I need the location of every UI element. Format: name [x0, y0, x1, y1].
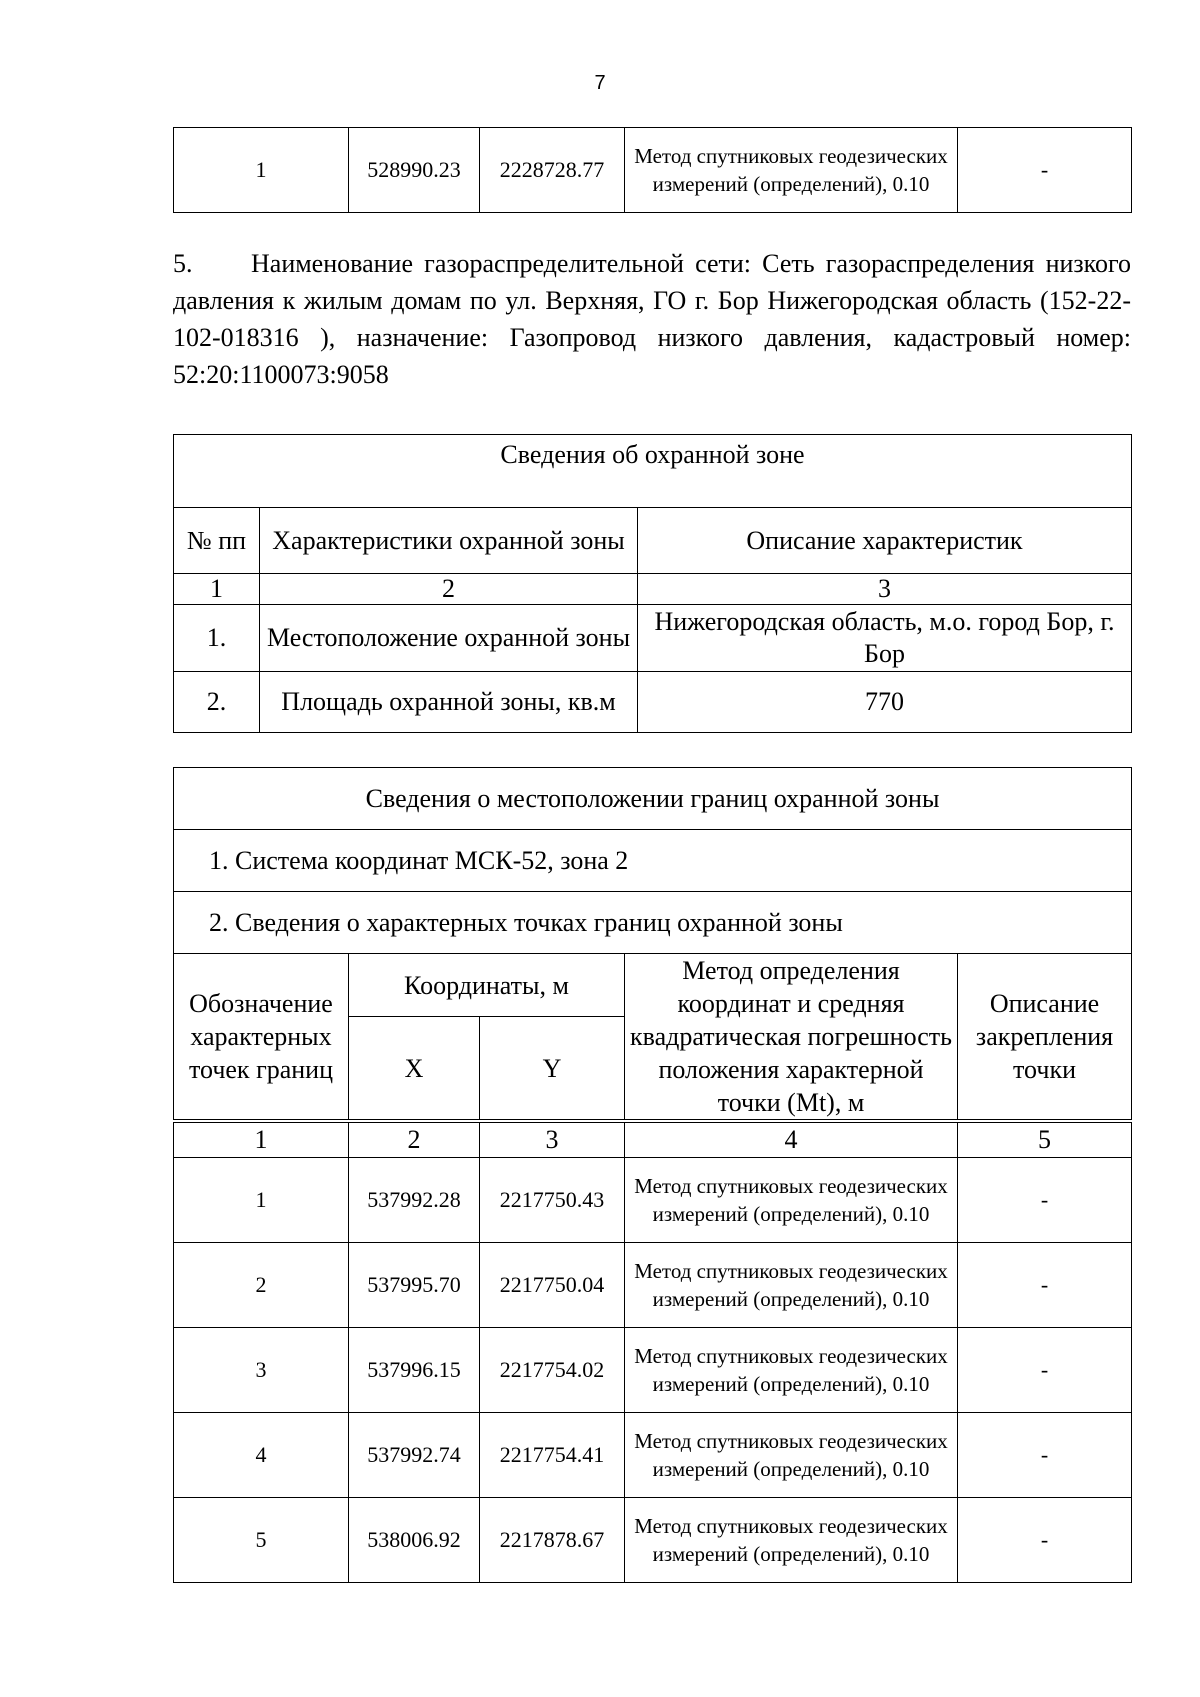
fixing-description: -: [958, 1413, 1132, 1498]
protection-zone-table: [173, 434, 1132, 733]
header-method: Метод определения координат и средняя квадратическая погрешность положения характерной точки (Mt), м: [625, 954, 958, 1120]
table-row: [174, 1328, 1132, 1413]
method-cell: Метод спутниковых геодезических измерений (определений), 0.10: [625, 1498, 958, 1583]
method-cell: Метод спутниковых геодезических измерений (определений), 0.10: [625, 1413, 958, 1498]
points-table-continuation: [173, 127, 1132, 213]
section-number: 5.: [173, 249, 193, 278]
points-title-row: [174, 892, 1132, 954]
fixing-description: -: [958, 128, 1132, 213]
bounds-table-title: Сведения о местоположении границ охранной зоны: [174, 768, 1132, 830]
table-row: [174, 1413, 1132, 1498]
table-row: [174, 605, 1132, 672]
coord-x: 528990.23: [349, 128, 480, 213]
column-number: 4: [625, 1123, 958, 1158]
column-number: 3: [480, 1123, 625, 1158]
table-header-row: [174, 954, 1132, 1017]
fixing-description: -: [958, 1498, 1132, 1583]
column-number: 1: [174, 1123, 349, 1158]
column-numbers-row: [174, 574, 1132, 605]
table-row: [174, 1243, 1132, 1328]
column-number: 3: [638, 574, 1132, 605]
coord-x: 537995.70: [349, 1243, 480, 1328]
table-row: [174, 1498, 1132, 1583]
coord-y: 2217754.02: [480, 1328, 625, 1413]
row-number: 1.: [174, 605, 260, 672]
coord-y: 2228728.77: [480, 128, 625, 213]
fixing-description: -: [958, 1158, 1132, 1243]
coord-x: 537992.28: [349, 1158, 480, 1243]
section-text: Наименование газораспределительной сети: Сеть газораспределения низкого давления к жилым домам по ул. Верхняя, ГО г. Бор Нижегородская область (152-22-102-018316 ), назначение: Газопровод низкого давления, кадастровый номер: 52:20:1100073:9058: [173, 249, 1131, 389]
table-header-row: [174, 508, 1132, 574]
row-characteristic: Площадь охранной зоны, кв.м: [260, 672, 638, 733]
table-row: [174, 1158, 1132, 1243]
coord-y: 2217750.04: [480, 1243, 625, 1328]
method-cell: Метод спутниковых геодезических измерений (определений), 0.10: [625, 1243, 958, 1328]
section-paragraph: [173, 245, 1131, 393]
point-id: 3: [174, 1328, 349, 1413]
table-title-row: [174, 435, 1132, 508]
column-number: 2: [260, 574, 638, 605]
coord-y: 2217754.41: [480, 1413, 625, 1498]
point-id: 1: [174, 128, 349, 213]
header-designation: Обозначение характерных точек границ: [174, 954, 349, 1120]
column-number: 5: [958, 1123, 1132, 1158]
row-number: 2.: [174, 672, 260, 733]
header-x: X: [349, 1017, 480, 1120]
zone-boundaries-table: [173, 767, 1132, 1583]
zone-table-title: Сведения об охранной зоне: [174, 435, 1132, 508]
header-characteristic: Характеристики охранной зоны: [260, 508, 638, 574]
coord-x: 537996.15: [349, 1328, 480, 1413]
page-number: 7: [594, 72, 606, 94]
row-characteristic: Местоположение охранной зоны: [260, 605, 638, 672]
table-row: [174, 672, 1132, 733]
fixing-description: -: [958, 1328, 1132, 1413]
coord-x: 538006.92: [349, 1498, 480, 1583]
header-number: № пп: [174, 508, 260, 574]
fixing-description: -: [958, 1243, 1132, 1328]
header-coordinates: Координаты, м: [349, 954, 625, 1017]
method-cell: Метод спутниковых геодезических измерений (определений), 0.10: [625, 1158, 958, 1243]
header-y: Y: [480, 1017, 625, 1120]
header-description: Описание характеристик: [638, 508, 1132, 574]
column-number: 2: [349, 1123, 480, 1158]
method-cell: Метод спутниковых геодезических измерений (определений), 0.10: [625, 1328, 958, 1413]
coord-x: 537992.74: [349, 1413, 480, 1498]
column-number: 1: [174, 574, 260, 605]
point-id: 2: [174, 1243, 349, 1328]
coord-y: 2217878.67: [480, 1498, 625, 1583]
row-description: 770: [638, 672, 1132, 733]
points-title: 2. Сведения о характерных точках границ охранной зоны: [174, 892, 1132, 954]
point-id: 1: [174, 1158, 349, 1243]
point-id: 5: [174, 1498, 349, 1583]
method-cell: Метод спутниковых геодезических измерений (определений), 0.10: [625, 128, 958, 213]
point-id: 4: [174, 1413, 349, 1498]
coord-system-row: [174, 830, 1132, 892]
coord-y: 2217750.43: [480, 1158, 625, 1243]
column-numbers-row: [174, 1123, 1132, 1158]
header-fixing-description: Описание закрепления точки: [958, 954, 1132, 1120]
table-title-row: [174, 768, 1132, 830]
table-row: [174, 128, 1132, 213]
row-description: Нижегородская область, м.о. город Бор, г. Бор: [638, 605, 1132, 672]
coord-system: 1. Система координат МСК-52, зона 2: [174, 830, 1132, 892]
